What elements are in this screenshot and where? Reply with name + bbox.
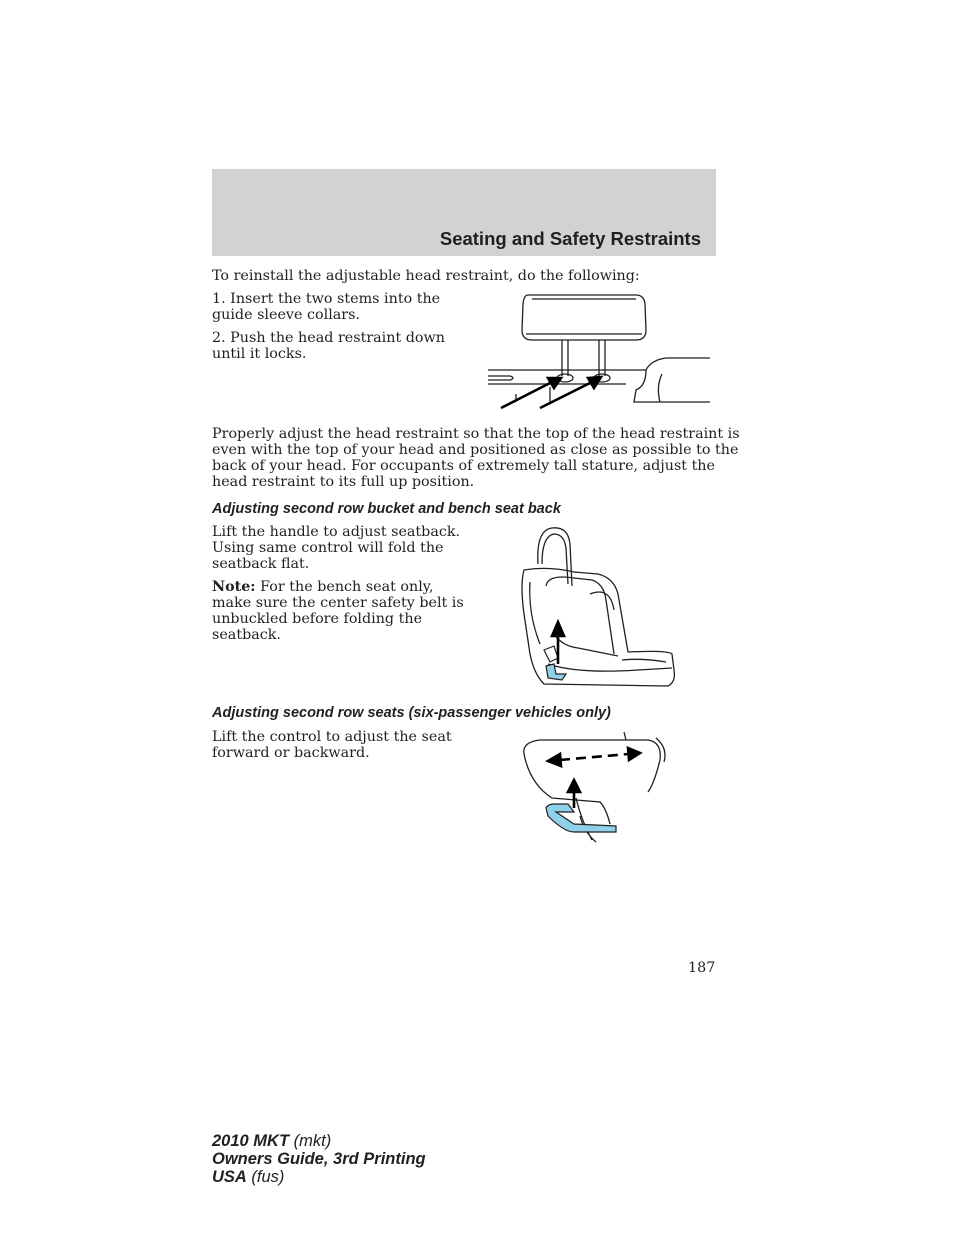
- seatback-line-3: seatback flat.: [212, 556, 310, 572]
- footer-line-3: [212, 1168, 426, 1186]
- note-label: Note:: [212, 579, 256, 595]
- step-2-line-2: until it locks.: [212, 346, 307, 362]
- seatback-line-2: Using same control will fold the: [212, 540, 444, 556]
- paragraph-line-2: even with the top of your head and positioned as close as possible to the: [212, 442, 739, 458]
- footer-region-code: (fus): [246, 1168, 285, 1186]
- note-text-1: For the bench seat only,: [255, 579, 434, 595]
- heading-six-passenger: Adjusting second row seats (six-passenger vehicles only): [212, 705, 611, 721]
- footer-region: USA: [212, 1168, 247, 1186]
- note-line-4: seatback.: [212, 627, 281, 643]
- bucket-seat-illustration: [518, 524, 678, 690]
- section-header-band: [212, 169, 716, 256]
- note-line-2: make sure the center safety belt is: [212, 595, 464, 611]
- note-line-1: [212, 579, 434, 595]
- seatback-line-1: Lift the handle to adjust seatback.: [212, 524, 461, 540]
- footer-guide: Owners Guide, 3rd Printing: [212, 1150, 426, 1168]
- paragraph-line-3: back of your head. For occupants of extremely tall stature, adjust the: [212, 458, 715, 474]
- step-2-line-1: 2. Push the head restraint down: [212, 330, 445, 346]
- seat-slide-line-2: forward or backward.: [212, 745, 370, 761]
- footer-model: 2010 MKT: [212, 1132, 290, 1150]
- seat-slide-line-1: Lift the control to adjust the seat: [212, 729, 452, 745]
- head-restraint-illustration: [486, 290, 712, 412]
- footer-line-2: [212, 1150, 426, 1168]
- seat-slide-illustration: [520, 728, 670, 846]
- note-line-3: unbuckled before folding the: [212, 611, 423, 627]
- section-title: Seating and Safety Restraints: [439, 228, 701, 249]
- intro-text: To reinstall the adjustable head restraint, do the following:: [212, 268, 640, 284]
- step-1-line-1: 1. Insert the two stems into the: [212, 291, 441, 307]
- step-1-line-2: guide sleeve collars.: [212, 307, 361, 323]
- heading-bucket-bench-seat: Adjusting second row bucket and bench seat back: [212, 501, 561, 517]
- footer-model-code: (mkt): [289, 1132, 332, 1150]
- paragraph-line-4: head restraint to its full up position.: [212, 474, 475, 490]
- footer: [212, 1132, 426, 1186]
- footer-line-1: [212, 1132, 426, 1150]
- page-number: 187: [688, 960, 716, 976]
- paragraph-line-1: Properly adjust the head restraint so that the top of the head restraint is: [212, 426, 740, 442]
